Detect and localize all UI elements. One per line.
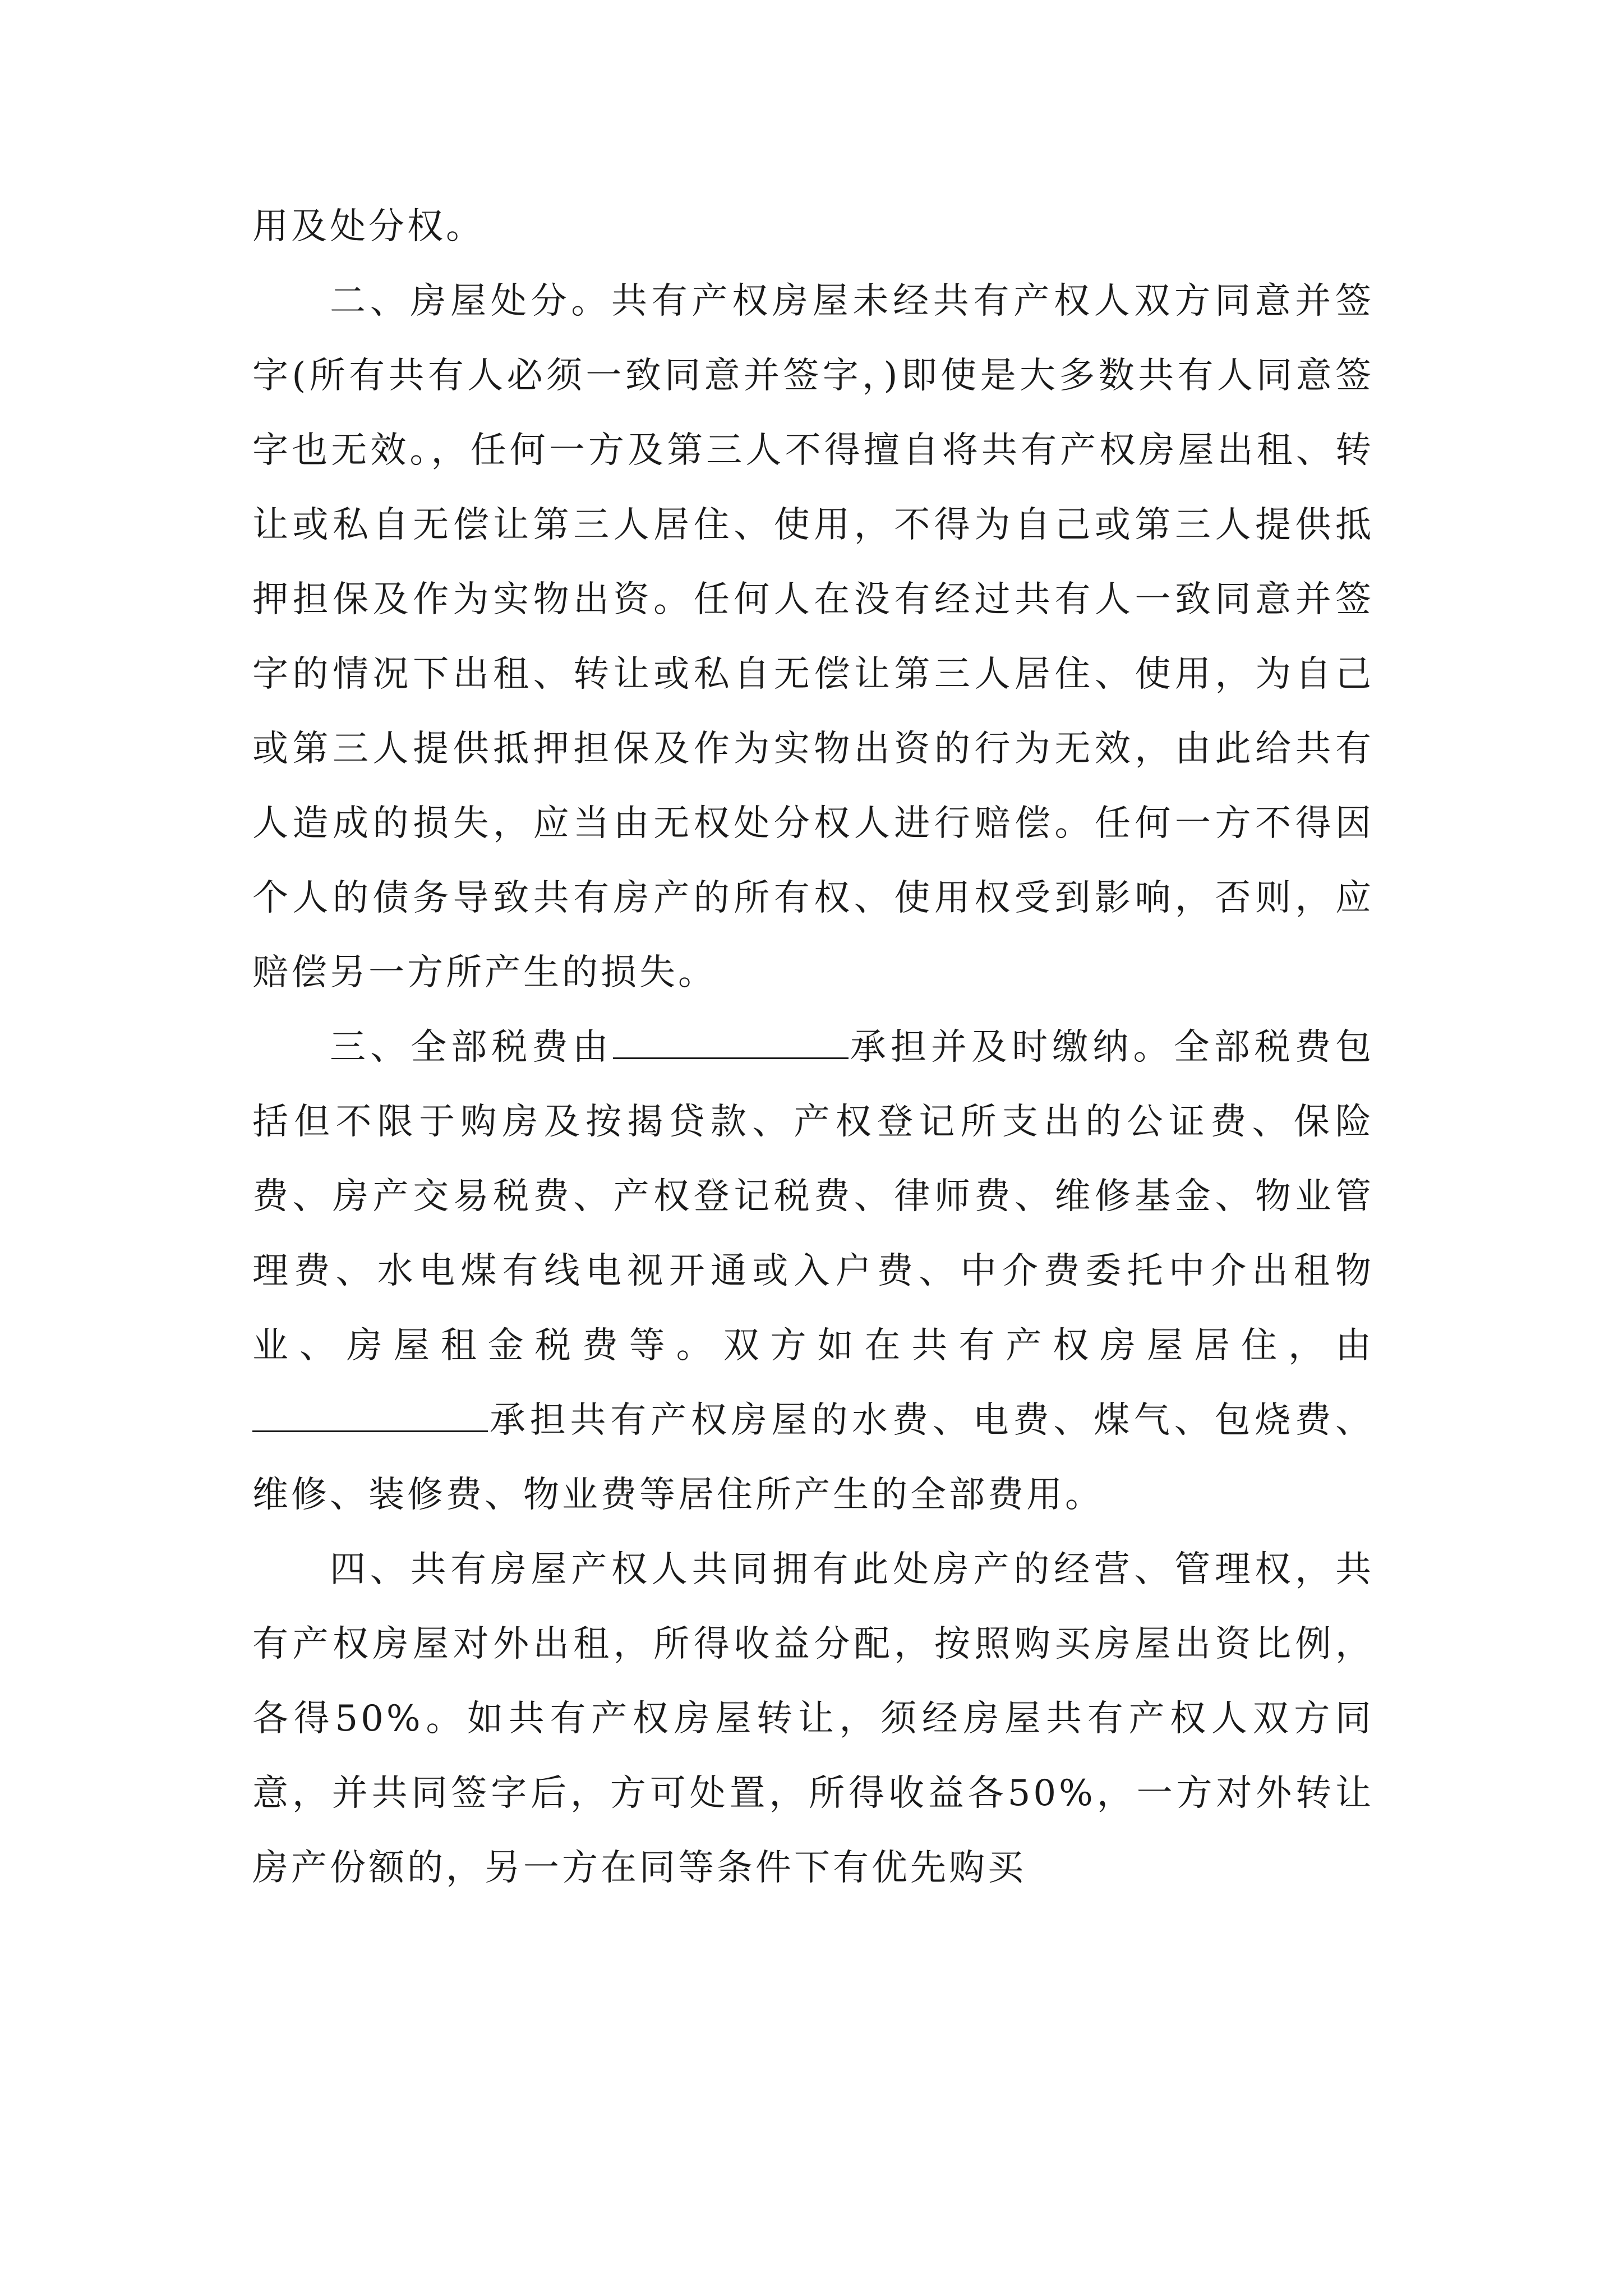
section-3-text-part-1: 三、全部税费由 [330,1027,613,1068]
fill-in-blank-tax-payer[interactable] [613,1025,849,1059]
section-3-text-part-2: 承担并及时缴纳。全部税费包括但不限于购房及按揭贷款、产权登记所支出的公证费、保险费、房产交易税费、产权登记税费、律师费、维修基金、物业管理费、水电煤有线电视开通或入户费、中介费委托中介出租物业、房屋租金税费等。双方如在共有产权房屋居住，由 [252,1027,1375,1366]
paragraph-continuation: 用及处分权。 [252,206,485,247]
paragraph-section-2-property-disposal: 二、房屋处分。共有产权房屋未经共有产权人双方同意并签字(所有共有人必须一致同意并签字，)即使是大多数共有人同意签字也无效。，任何一方及第三人不得擅自将共有产权房屋出租、转让或私自无偿让第三人居住、使用，不得为自己或第三人提供抵押担保及作为实物出资。任何人在没有经过共有人一致同意并签字的情况下出租、转让或私自无偿让第三人居住、使用，为自己或第三人提供抵押担保及作为实物出资的行为无效，由此给共有人造成的损失，应当由无权处分权人进行赔偿。任何一方不得因个人的债务导致共有房产的所有权、使用权受到影响，否则，应赔偿另一方所产生的损失。 [252,280,1374,993]
paragraph-section-4-management-rights: 四、共有房屋产权人共同拥有此处房产的经营、管理权，共有产权房屋对外出租，所得收益分配，按照购买房屋出资比例，各得50%。如共有产权房屋转让，须经房屋共有产权人双方同意，并共同签字后，方可处置，所得收益各50%，一方对外转让房产份额的，另一方在同等条件下有优先购买 [252,1549,1374,1889]
paragraph-section-3-taxes-fees [252,1010,1374,1533]
document-body [252,190,1374,1906]
section-3-text-part-3: 承担共有产权房屋的水费、电费、煤气、包烧费、维修、装修费、物业费等居住所产生的全部费用。 [252,1400,1374,1516]
fill-in-blank-utility-payer[interactable] [252,1398,488,1432]
